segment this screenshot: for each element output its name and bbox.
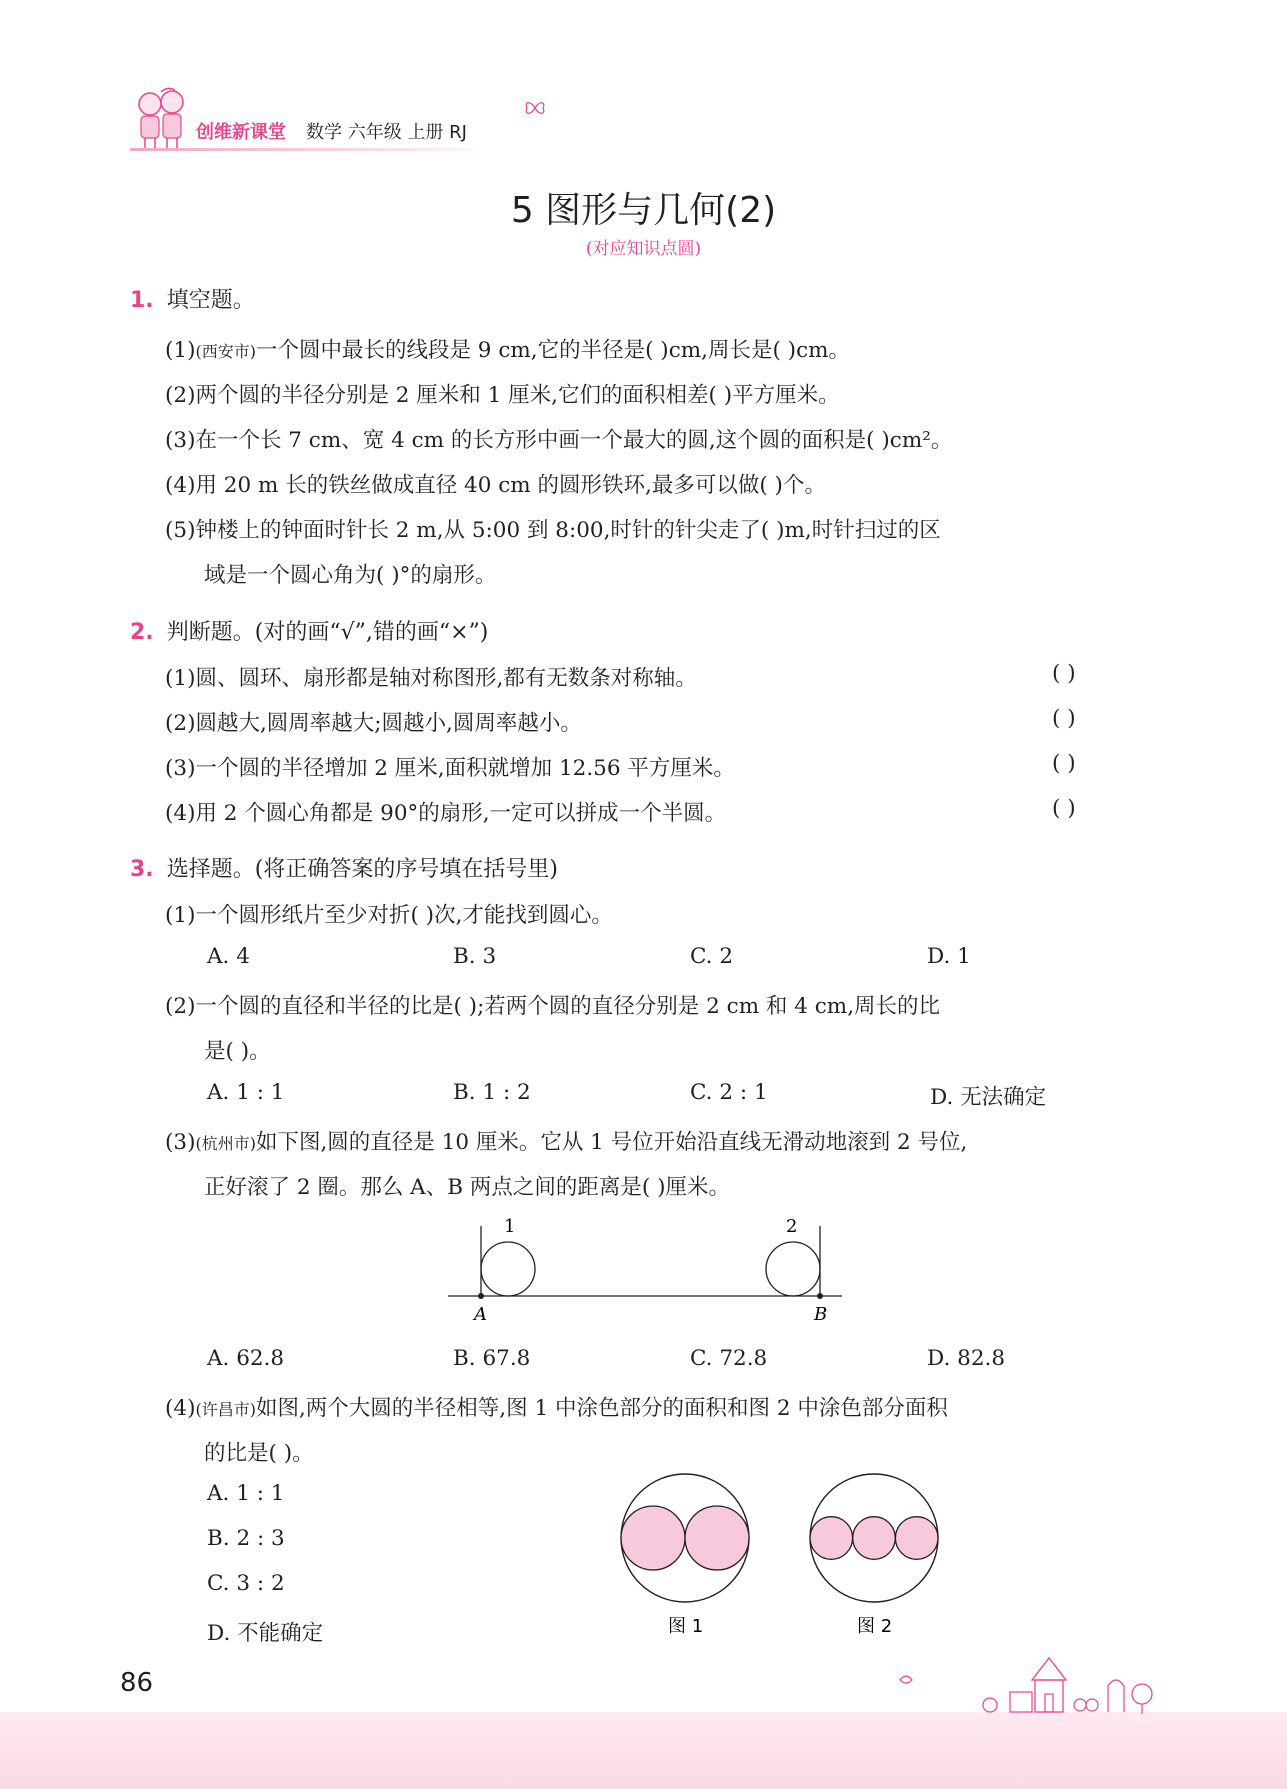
header-divider: [130, 148, 490, 151]
butterfly-icon: [524, 100, 546, 120]
q3-p3-option-a[interactable]: A. 62.8: [207, 1346, 285, 1371]
q3-part-1: (1)一个圆形纸片至少对折( )次,才能找到圆心。: [165, 903, 613, 928]
header-subject: 数学 六年级 上册 RJ: [306, 122, 467, 143]
q3-title: 选择题。(将正确答案的序号填在括号里): [166, 857, 558, 882]
q2-title: 判断题。(对的画“√”,错的画“×”): [166, 620, 489, 645]
q2-answer-box-2[interactable]: ( ): [1052, 706, 1076, 731]
fig1-small-circle-1: [621, 1506, 685, 1570]
page-subtitle: (对应知识点圆): [585, 239, 702, 259]
header-mascot: [128, 86, 194, 150]
castle-doodle-icon: [880, 1650, 1170, 1720]
fig2-small-circle-2: [853, 1517, 896, 1560]
page-number: 86: [120, 1668, 154, 1698]
q3-p3-option-d[interactable]: D. 82.8: [927, 1346, 1006, 1371]
shaded-circles-figure: [612, 1470, 942, 1640]
header-brand: 创维新课堂: [196, 122, 286, 143]
item-text: 一个圆中最长的线段是 9 cm,它的半径是( )cm,周长是( )cm。: [255, 338, 850, 363]
item-index: (4): [165, 1396, 196, 1421]
q3-p1-option-a[interactable]: A. 4: [207, 944, 250, 969]
q3-part-2-cont: 是( )。: [204, 1039, 271, 1064]
fig2-small-circle-3: [895, 1517, 938, 1560]
fig1-caption: 图 1: [668, 1616, 704, 1637]
page-title: 5 图形与几何(2): [510, 190, 777, 231]
q3-part-4: [165, 1391, 948, 1422]
q1-title: 填空题。: [166, 288, 255, 313]
q1-item-3: (3)在一个长 7 cm、宽 4 cm 的长方形中画一个最大的圆,这个圆的面积是( )cm²。: [165, 428, 953, 453]
q1-heading: [130, 283, 255, 314]
q3-heading: [130, 852, 558, 883]
fig2-caption: 图 2: [857, 1616, 893, 1637]
rolling-circle-figure: [440, 1214, 850, 1330]
q3-p4-option-a[interactable]: A. 1 : 1: [207, 1481, 285, 1506]
q3-p4-option-d[interactable]: D. 不能确定: [207, 1621, 324, 1646]
q2-item-3: (3)一个圆的半径增加 2 厘米,面积就增加 12.56 平方厘米。: [165, 756, 735, 781]
q2-heading: [130, 615, 488, 646]
item-index: (1): [165, 338, 196, 363]
q3-p1-option-d[interactable]: D. 1: [927, 944, 971, 969]
point-b: [817, 1293, 823, 1299]
q2-answer-box-1[interactable]: ( ): [1052, 661, 1076, 686]
q2-item-1: (1)圆、圆环、扇形都是轴对称图形,都有无数条对称轴。: [165, 666, 697, 691]
label-a: A: [474, 1304, 487, 1325]
q3-part-3-cont: 正好滚了 2 圈。那么 A、B 两点之间的距离是( )厘米。: [204, 1175, 730, 1200]
q3-p2-option-c[interactable]: C. 2 : 1: [690, 1080, 768, 1105]
circle-position-2: [766, 1242, 820, 1296]
source-city: (杭州市): [195, 1134, 256, 1153]
circle-position-1: [481, 1242, 535, 1296]
point-a: [478, 1293, 484, 1299]
q3-p1-option-b[interactable]: B. 3: [453, 944, 497, 969]
item-index: (3): [165, 1130, 196, 1155]
q1-number: 1.: [130, 288, 154, 313]
q3-part-4-cont: 的比是( )。: [204, 1441, 314, 1466]
source-city: (西安市): [195, 342, 256, 361]
q3-p2-option-a[interactable]: A. 1 : 1: [207, 1080, 285, 1105]
fig1-small-circle-2: [685, 1506, 749, 1570]
q2-item-2: (2)圆越大,圆周率越大;圆越小,圆周率越小。: [165, 711, 582, 736]
q1-item-5: (5)钟楼上的钟面时针长 2 m,从 5:00 到 8:00,时针的针尖走了( )m,时针扫过的区: [165, 518, 941, 543]
q2-item-4: (4)用 2 个圆心角都是 90°的扇形,一定可以拼成一个半圆。: [165, 801, 727, 826]
q3-p3-option-c[interactable]: C. 72.8: [690, 1346, 768, 1371]
q1-item-4: (4)用 20 m 长的铁丝做成直径 40 cm 的圆形铁环,最多可以做( )个。: [165, 473, 826, 498]
q3-p2-option-d[interactable]: D. 无法确定: [930, 1085, 1047, 1110]
q3-number: 3.: [130, 857, 154, 882]
q2-answer-box-4[interactable]: ( ): [1052, 796, 1076, 821]
q2-answer-box-3[interactable]: ( ): [1052, 751, 1076, 776]
source-city: (许昌市): [195, 1400, 256, 1419]
q3-p2-option-b[interactable]: B. 1 : 2: [453, 1080, 531, 1105]
item-text: 如下图,圆的直径是 10 厘米。它从 1 号位开始沿直线无滑动地滚到 2 号位,: [255, 1130, 968, 1155]
q3-p1-option-c[interactable]: C. 2: [690, 944, 734, 969]
q3-p4-option-c[interactable]: C. 3 : 2: [207, 1571, 285, 1596]
label-position-2: 2: [786, 1216, 798, 1237]
q3-p3-option-b[interactable]: B. 67.8: [453, 1346, 531, 1371]
q2-number: 2.: [130, 620, 154, 645]
q3-part-3: [165, 1125, 967, 1156]
q3-part-2: (2)一个圆的直径和半径的比是( );若两个圆的直径分别是 2 cm 和 4 cm,周长的比: [165, 994, 941, 1019]
label-position-1: 1: [504, 1216, 516, 1237]
q1-item-2: (2)两个圆的半径分别是 2 厘米和 1 厘米,它们的面积相差( )平方厘米。: [165, 383, 840, 408]
q1-item-5-cont: 域是一个圆心角为( )°的扇形。: [204, 563, 497, 588]
label-b: B: [814, 1304, 828, 1325]
q3-p4-option-b[interactable]: B. 2 : 3: [207, 1526, 285, 1551]
q1-item-1: [165, 333, 850, 364]
footer-band: [0, 1712, 1287, 1789]
item-text: 如图,两个大圆的半径相等,图 1 中涂色部分的面积和图 2 中涂色部分面积: [255, 1396, 948, 1421]
fig2-small-circle-1: [810, 1517, 853, 1560]
